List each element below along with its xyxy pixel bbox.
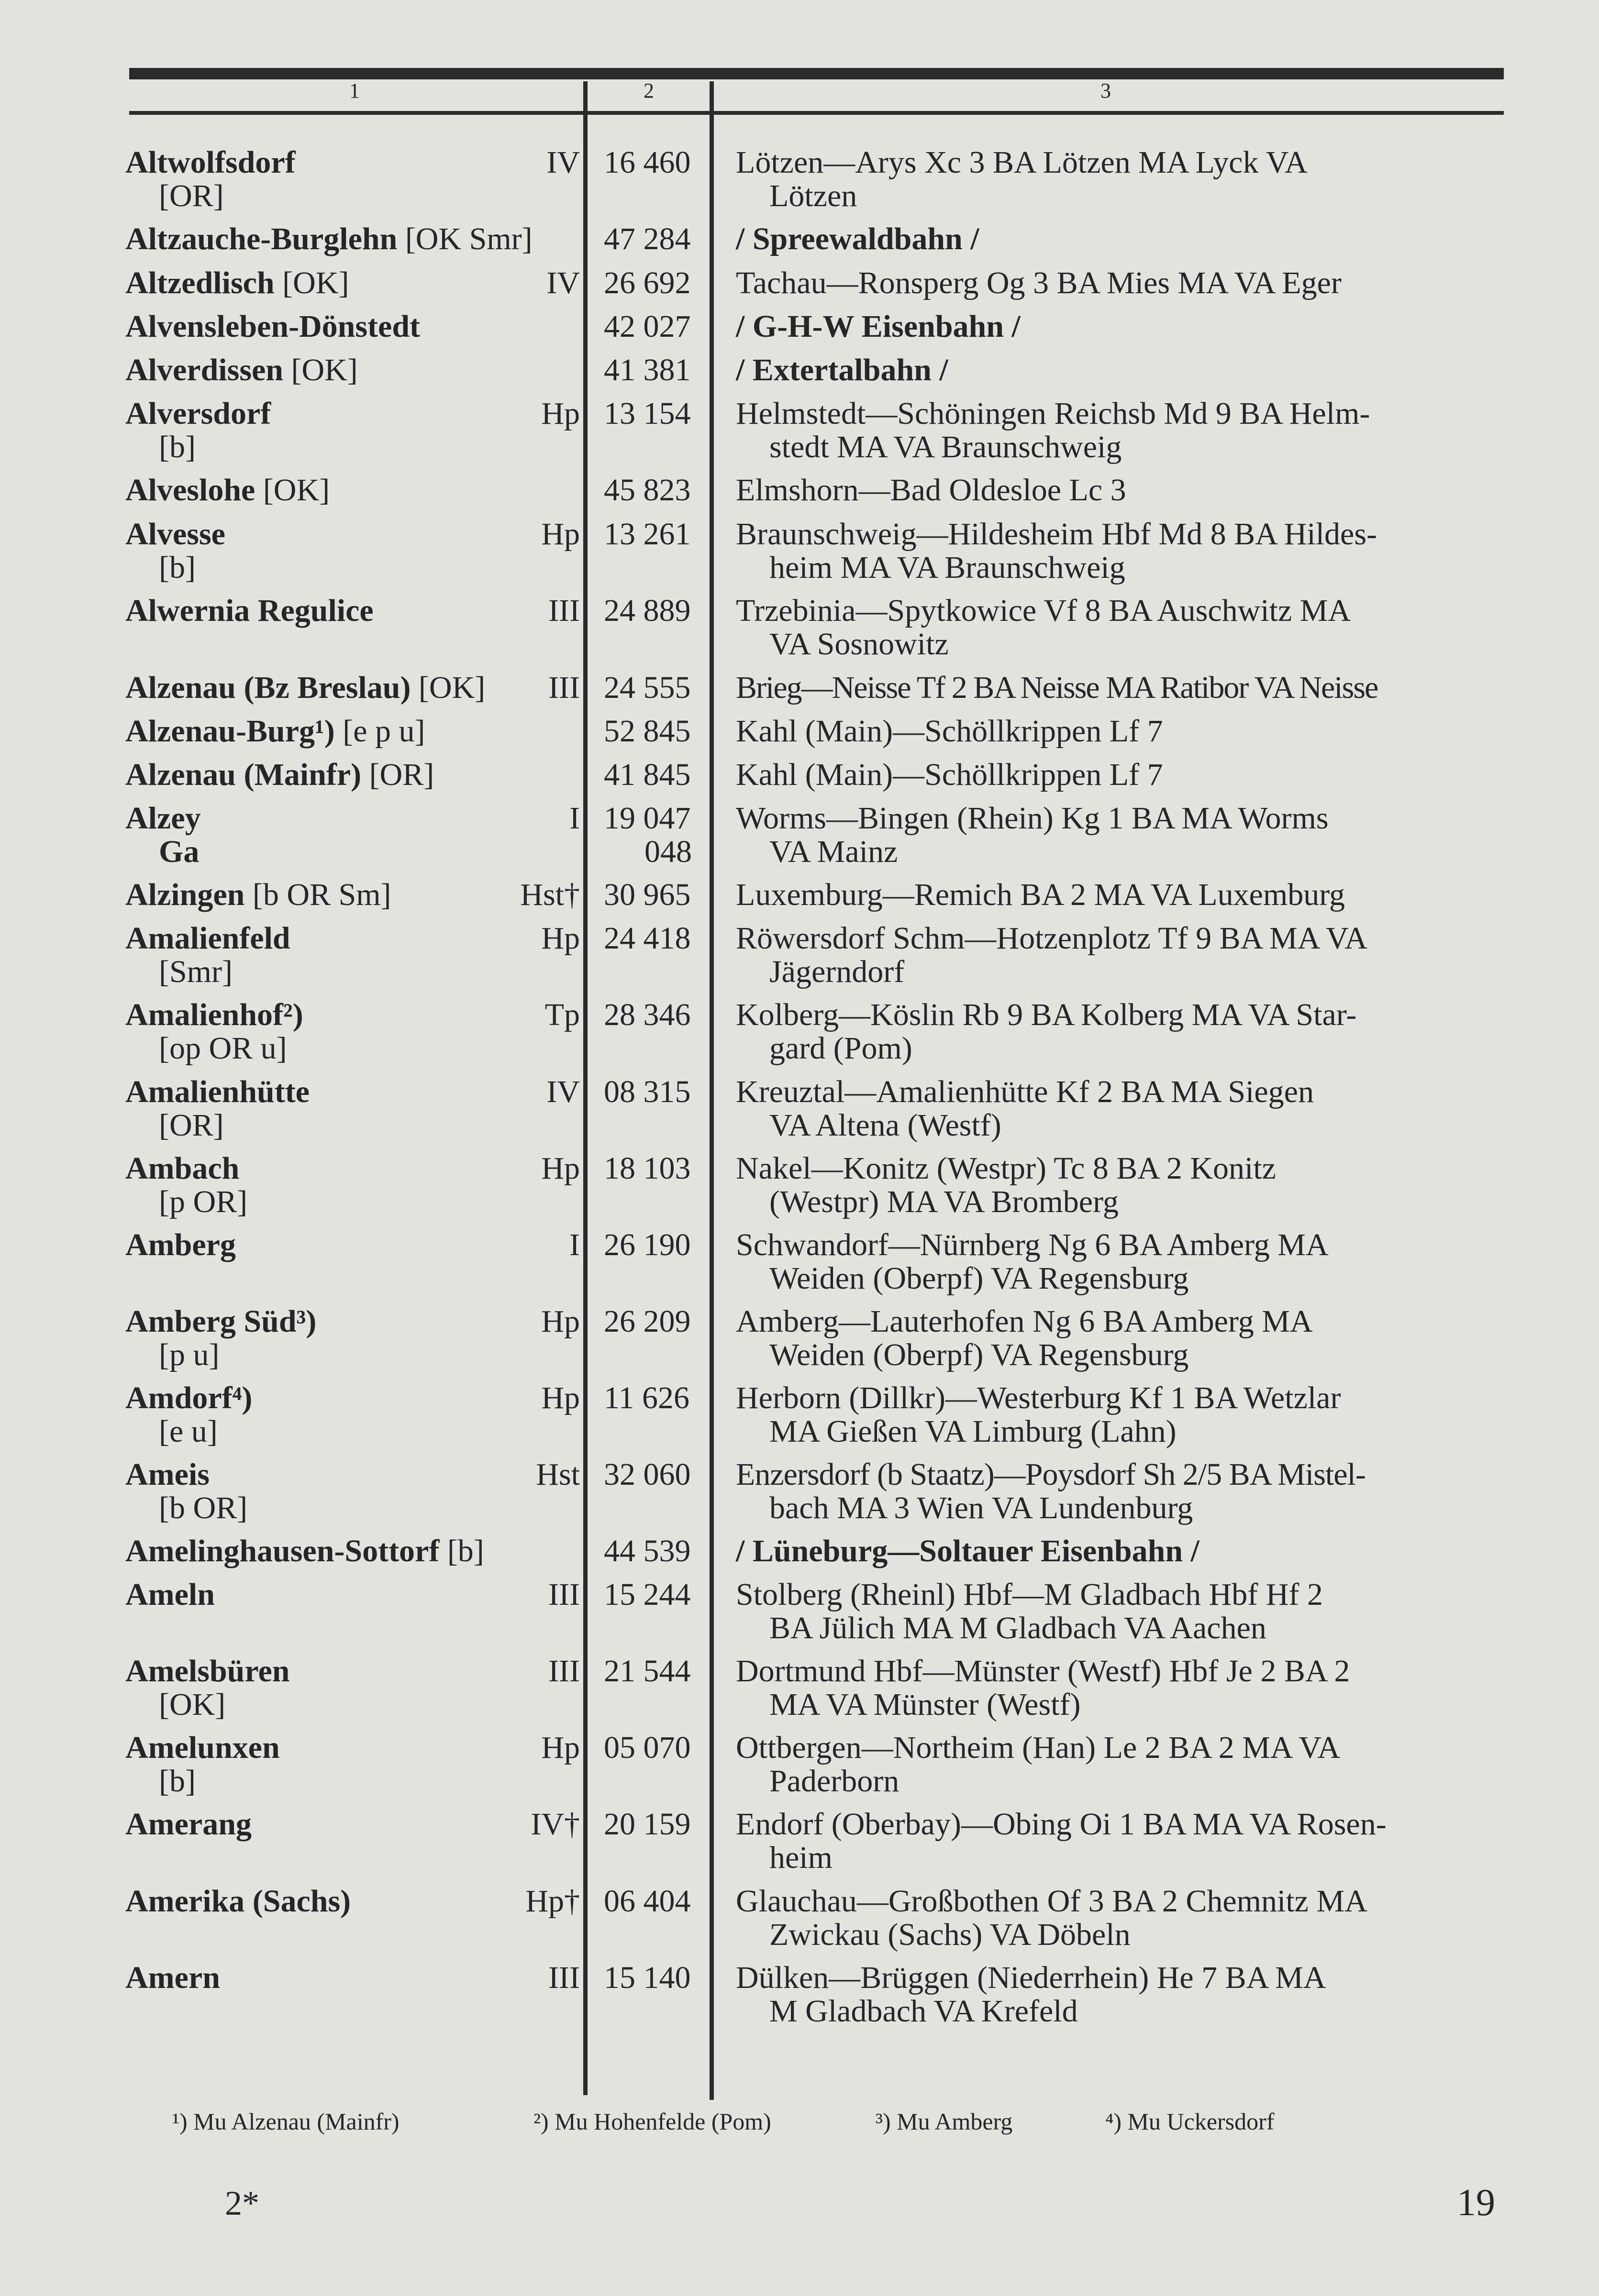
station-class: IV	[546, 145, 580, 180]
station-note: [e u]	[159, 1414, 218, 1449]
column-header-2: 2	[644, 79, 654, 102]
station-number: 47 284	[604, 221, 691, 256]
station-name: Alzey	[125, 801, 201, 836]
station-name: Alwernia Regulice	[125, 593, 374, 628]
station-name: Alzenau (Mainfr)	[125, 757, 362, 792]
station-number: 05 070	[604, 1730, 691, 1765]
route-line-1: Helmstedt—Schöningen Reichsb Md 9 BA Helm-	[736, 396, 1370, 431]
station-class: Hp	[541, 1151, 580, 1186]
station-number: 24 889	[604, 593, 691, 628]
station-name: Alzingen	[125, 877, 245, 912]
station-number: 13 154	[604, 396, 691, 431]
station-class: IV	[546, 1074, 580, 1109]
station-class: III	[548, 593, 580, 628]
route-line-2: M Gladbach VA Krefeld	[769, 1994, 1078, 2029]
station-class: III	[548, 670, 580, 705]
station-name: Amerika (Sachs)	[125, 1884, 351, 1919]
station-name: Amberg Süd³)	[125, 1304, 317, 1339]
route-line-1: Schwandorf—Nürnberg Ng 6 BA Amberg MA	[736, 1227, 1329, 1262]
station-name: Alversdorf	[125, 396, 271, 431]
route-line-2: VA Altena (Westf)	[769, 1108, 1001, 1143]
footnote-1: ¹) Mu Alzenau (Mainfr)	[172, 2108, 400, 2135]
station-extra: [b]	[439, 1534, 484, 1568]
station-extra: [e p u]	[334, 714, 425, 749]
top-rule	[129, 68, 1504, 79]
station-number: 52 845	[604, 714, 691, 749]
route-line-2: stedt MA VA Braunschweig	[769, 430, 1122, 464]
route-line-1: Elmshorn—Bad Oldesloe Lc 3	[736, 473, 1126, 508]
station-extra: [OK]	[283, 353, 358, 387]
route-line-2: MA VA Münster (Westf)	[769, 1687, 1081, 1722]
station-number: 28 346	[604, 997, 691, 1032]
station-extra: [b OR Sm]	[244, 877, 391, 912]
station-number: 15 244	[604, 1577, 691, 1612]
station-note: Ga	[159, 834, 200, 869]
route-line-1: Worms—Bingen (Rhein) Kg 1 BA MA Worms	[736, 801, 1329, 836]
route-line-1: Röwersdorf Schm—Hotzenplotz Tf 9 BA MA VA	[736, 921, 1367, 956]
column-divider-2	[710, 81, 714, 2100]
station-class: III	[548, 1960, 580, 1995]
route-line-1: Glauchau—Großbothen Of 3 BA 2 Chemnitz MA	[736, 1884, 1367, 1919]
station-number: 15 140	[604, 1960, 691, 1995]
station-number: 26 692	[604, 265, 691, 300]
station-class: Hp	[541, 1380, 580, 1415]
station-number: 19 047	[604, 801, 691, 836]
station-number: 30 965	[604, 877, 691, 912]
station-number: 41 845	[604, 757, 691, 792]
route-line-1: Tachau—Ronsperg Og 3 BA Mies MA VA Eger	[736, 265, 1342, 300]
station-class: Hst	[536, 1457, 580, 1492]
column-header-1: 1	[349, 79, 360, 102]
route-line-2: BA Jülich MA M Gladbach VA Aachen	[769, 1611, 1266, 1645]
station-name: Amelsbüren	[125, 1654, 290, 1689]
station-number: 24 555	[604, 670, 691, 705]
station-class: Hp	[541, 396, 580, 431]
station-name: Alveslohe	[125, 473, 255, 508]
route-line-1: Luxemburg—Remich BA 2 MA VA Luxemburg	[736, 877, 1345, 912]
route-line-1: Kahl (Main)—Schöllkrippen Lf 7	[736, 714, 1163, 749]
route-line-2: Weiden (Oberpf) VA Regensburg	[769, 1337, 1189, 1372]
station-class: Hp	[541, 1730, 580, 1765]
station-class: III	[548, 1577, 580, 1612]
station-extra: [OK]	[255, 473, 330, 508]
station-class: Hp†	[525, 1884, 580, 1919]
column-divider-1	[583, 81, 588, 2095]
station-note: [op OR u]	[159, 1031, 287, 1066]
route-line-1: / G-H-W Eisenbahn /	[736, 309, 1021, 344]
route-line-2: Weiden (Oberpf) VA Regensburg	[769, 1261, 1189, 1296]
station-name: Amberg	[125, 1227, 236, 1262]
station-name: Amelinghausen-Sottorf	[125, 1534, 440, 1568]
station-name: Amerang	[125, 1807, 252, 1842]
station-class: IV	[546, 265, 580, 300]
station-name: Ameln	[125, 1577, 215, 1612]
station-name: Amdorf⁴)	[125, 1380, 253, 1415]
station-number-alt: 048	[644, 834, 692, 869]
route-line-1: Brieg—Neisse Tf 2 BA Neisse MA Ratibor VA Neisse	[736, 670, 1378, 705]
route-line-1: Kahl (Main)—Schöllkrippen Lf 7	[736, 757, 1163, 792]
route-line-2: Jägerndorf	[769, 954, 905, 989]
route-line-1: / Extertalbahn /	[736, 353, 948, 387]
station-extra: [OK]	[411, 670, 486, 705]
route-line-1: Kolberg—Köslin Rb 9 BA Kolberg MA VA Star-	[736, 997, 1357, 1032]
station-number: 32 060	[604, 1457, 691, 1492]
footnote-4: ⁴) Mu Uckersdorf	[1105, 2108, 1275, 2135]
station-number: 42 027	[604, 309, 691, 344]
station-extra: [OK Smr]	[397, 221, 533, 256]
station-name: Ameis	[125, 1457, 210, 1492]
station-name: Alzenau (Bz Breslau)	[125, 670, 411, 705]
station-name: Altwolfsdorf	[125, 145, 296, 180]
station-number: 13 261	[604, 517, 691, 552]
station-note: [b]	[159, 430, 196, 464]
route-line-1: Stolberg (Rheinl) Hbf—M Gladbach Hbf Hf 2	[736, 1577, 1323, 1612]
route-line-2: Lötzen	[769, 178, 857, 213]
station-note: [OK]	[159, 1687, 226, 1722]
footnote-3: ³) Mu Amberg	[876, 2108, 1013, 2135]
station-name: Alzenau-Burg¹)	[125, 714, 335, 749]
route-line-1: Dortmund Hbf—Münster (Westf) Hbf Je 2 BA 2	[736, 1654, 1350, 1689]
station-class: Hp	[541, 921, 580, 956]
station-name: Amalienhof²)	[125, 997, 303, 1032]
station-number: 20 159	[604, 1807, 691, 1842]
route-line-2: Zwickau (Sachs) VA Döbeln	[769, 1917, 1131, 1952]
station-name: Alvensleben-Dönstedt	[125, 309, 421, 344]
station-class: IV†	[531, 1807, 580, 1842]
station-class: Hp	[541, 1304, 580, 1339]
station-number: 06 404	[604, 1884, 691, 1919]
station-note: [b]	[159, 550, 196, 585]
station-class: III	[548, 1654, 580, 1689]
station-note: [Smr]	[159, 954, 233, 989]
route-line-1: Herborn (Dillkr)—Westerburg Kf 1 BA Wetzlar	[736, 1380, 1341, 1415]
station-name: Altzedlisch	[125, 265, 275, 300]
station-class: I	[569, 801, 580, 836]
route-line-1: Dülken—Brüggen (Niederrhein) He 7 BA MA	[736, 1960, 1326, 1995]
route-line-2: MA Gießen VA Limburg (Lahn)	[769, 1414, 1177, 1449]
station-name: Alvesse	[125, 517, 225, 552]
station-number: 18 103	[604, 1151, 691, 1186]
station-extra: [OK]	[274, 265, 349, 300]
station-name: Altzauche-Burglehn	[125, 221, 398, 256]
station-number: 11 626	[604, 1380, 690, 1415]
station-class: Hst†	[520, 877, 580, 912]
route-line-1: Braunschweig—Hildesheim Hbf Md 8 BA Hildes-	[736, 517, 1377, 552]
station-class: Tp	[544, 997, 580, 1032]
route-line-1: Nakel—Konitz (Westpr) Tc 8 BA 2 Konitz	[736, 1151, 1276, 1186]
route-line-1: Endorf (Oberbay)—Obing Oi 1 BA MA VA Rosen-	[736, 1807, 1387, 1842]
signature-mark: 2*	[225, 2184, 259, 2222]
station-note: [OR]	[159, 178, 224, 213]
route-line-2: heim	[769, 1840, 833, 1875]
route-line-1: / Spreewaldbahn /	[736, 221, 979, 256]
station-note: [p OR]	[159, 1184, 248, 1219]
station-class: I	[569, 1227, 580, 1262]
station-number: 21 544	[604, 1654, 691, 1689]
station-number: 44 539	[604, 1534, 691, 1568]
station-note: [b]	[159, 1764, 196, 1799]
route-line-1: Lötzen—Arys Xc 3 BA Lötzen MA Lyck VA	[736, 145, 1308, 180]
column-header-3: 3	[1100, 79, 1111, 102]
route-line-1: Amberg—Lauterhofen Ng 6 BA Amberg MA	[736, 1304, 1313, 1339]
station-number: 45 823	[604, 473, 691, 508]
page-number: 19	[1457, 2182, 1495, 2224]
station-class: Hp	[541, 517, 580, 552]
station-number: 16 460	[604, 145, 691, 180]
station-number: 26 209	[604, 1304, 691, 1339]
route-line-2: bach MA 3 Wien VA Lundenburg	[769, 1490, 1193, 1525]
route-line-1: / Lüneburg—Soltauer Eisenbahn /	[736, 1534, 1199, 1568]
route-line-1: Ottbergen—Northeim (Han) Le 2 BA 2 MA VA	[736, 1730, 1341, 1765]
route-line-1: Trzebinia—Spytkowice Vf 8 BA Auschwitz MA	[736, 593, 1351, 628]
station-number: 26 190	[604, 1227, 691, 1262]
route-line-2: VA Mainz	[769, 834, 898, 869]
station-note: [b OR]	[159, 1490, 248, 1525]
route-line-2: VA Sosnowitz	[769, 627, 949, 662]
station-number: 08 315	[604, 1074, 691, 1109]
station-name: Amelunxen	[125, 1730, 280, 1765]
station-name: Amern	[125, 1960, 220, 1995]
station-name: Amalienfeld	[125, 921, 290, 956]
station-name: Alverdissen	[125, 353, 283, 387]
station-number: 24 418	[604, 921, 691, 956]
station-note: [OR]	[159, 1108, 224, 1143]
station-name: Amalienhütte	[125, 1074, 310, 1109]
route-line-1: Kreuztal—Amalienhütte Kf 2 BA MA Siegen	[736, 1074, 1314, 1109]
route-line-2: gard (Pom)	[769, 1031, 912, 1066]
route-line-2: (Westpr) MA VA Bromberg	[769, 1184, 1119, 1219]
station-note: [p u]	[159, 1337, 220, 1372]
route-line-2: heim MA VA Braunschweig	[769, 550, 1125, 585]
station-number: 41 381	[604, 353, 691, 387]
footnote-2: ²) Mu Hohenfelde (Pom)	[533, 2108, 771, 2135]
route-line-1: Enzersdorf (b Staatz)—Poysdorf Sh 2/5 BA Mistel-	[736, 1457, 1366, 1492]
station-name: Ambach	[125, 1151, 240, 1186]
station-extra: [OR]	[361, 757, 434, 792]
header-rule	[129, 111, 1504, 115]
route-line-2: Paderborn	[769, 1764, 899, 1799]
